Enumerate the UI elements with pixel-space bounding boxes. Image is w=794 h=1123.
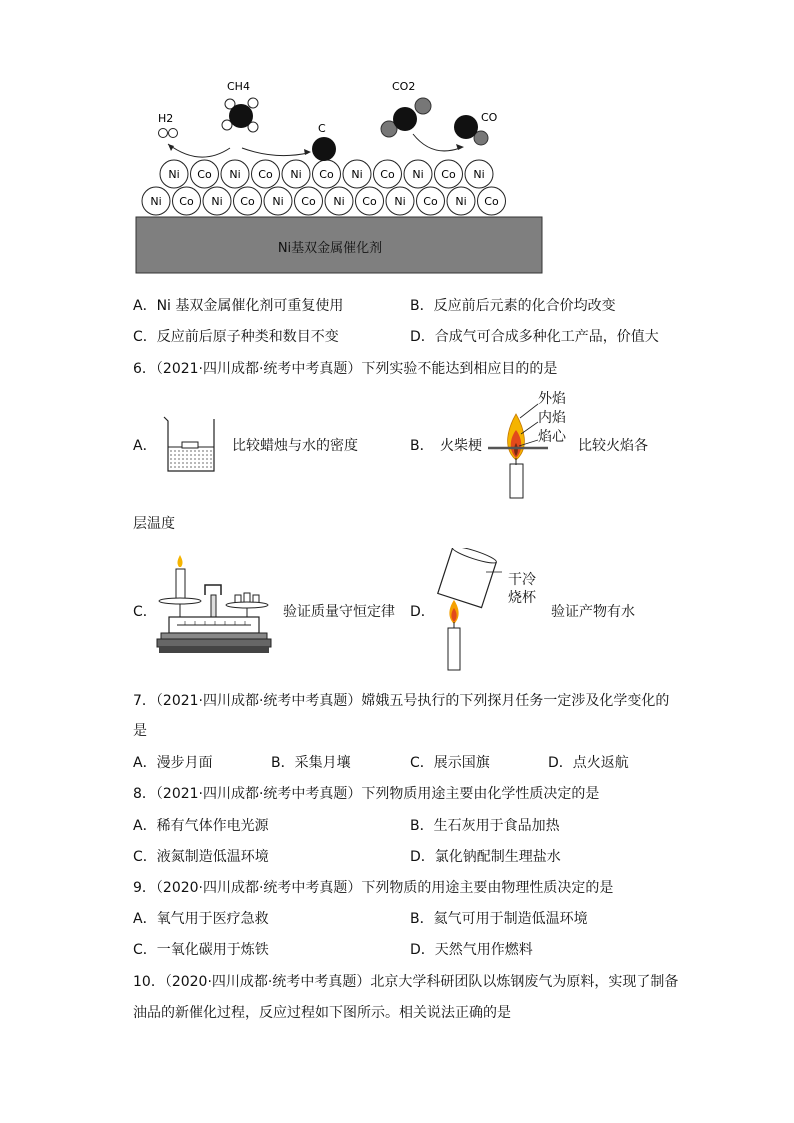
co-label: CO xyxy=(481,111,498,124)
q8-option-a[interactable]: A．稀有气体作电光源 xyxy=(133,818,269,834)
ch4-label: CH4 xyxy=(227,80,250,93)
q5-option-a[interactable]: A．Ni 基双金属催化剂可重复使用 xyxy=(133,298,344,314)
q10-stem-cont: 油品的新催化过程，反应过程如下图所示。相关说法正确的是 xyxy=(133,1005,511,1021)
q5-option-b[interactable]: B．反应前后元素的化合价均改变 xyxy=(410,298,616,314)
catalyst-reaction-diagram xyxy=(130,76,550,281)
metal-atom-label: Co xyxy=(484,195,499,208)
q7-stem-cont: 是 xyxy=(133,723,147,739)
q7-stem: 7．（2021·四川成都·统考中考真题）嫦娥五号执行的下列探月任务一定涉及化学变化的 xyxy=(133,693,670,709)
q9-stem: 9．（2020·四川成都·统考中考真题）下列物质的用途主要由物理性质决定的是 xyxy=(133,880,614,896)
metal-atom-label: Co xyxy=(380,168,395,181)
q8-option-d[interactable]: D．氯化钠配制生理盐水 xyxy=(410,849,561,865)
c-label: C xyxy=(318,122,326,135)
q10-stem: 10．（2020·四川成都·统考中考真题）北京大学科研团队以炼钢废气为原料，实现了制备 xyxy=(133,974,679,990)
oxygen-atom xyxy=(415,98,431,114)
metal-atom-label: Co xyxy=(319,168,334,181)
q6-option-a-label[interactable]: A． xyxy=(133,438,157,454)
metal-atom-label: Ni xyxy=(272,195,284,208)
q6-option-c-text: 验证质量守恒定律 xyxy=(283,604,395,620)
h-atom xyxy=(159,129,168,138)
metal-atom-label: Ni xyxy=(412,168,424,181)
q8-option-c[interactable]: C．液氮制造低温环境 xyxy=(133,849,269,865)
q7-option-c[interactable]: C．展示国旗 xyxy=(410,755,490,771)
metal-atom-label: Co xyxy=(240,195,255,208)
carbon-atom xyxy=(229,104,253,128)
arrow-to-co xyxy=(413,134,460,151)
q7-option-d[interactable]: D．点火返航 xyxy=(548,755,629,771)
metal-atom-label: Ni xyxy=(168,168,180,181)
q6-option-b-label[interactable]: B． xyxy=(410,438,434,454)
metal-atom-label: Co xyxy=(441,168,456,181)
metal-atom-label: Co xyxy=(301,195,316,208)
h-atom xyxy=(169,129,178,138)
catalyst-base-label: Ni基双金属催化剂 xyxy=(277,241,383,256)
q5-option-c[interactable]: C．反应前后原子种类和数目不变 xyxy=(133,329,339,345)
metal-atom-label: Co xyxy=(258,168,273,181)
q7-option-b[interactable]: B．采集月壤 xyxy=(271,755,351,771)
beaker-label-line2: 烧杯 xyxy=(508,590,536,606)
metal-atom-label: Ni xyxy=(150,195,162,208)
carbon-atom xyxy=(312,137,336,161)
metal-atom-label: Ni xyxy=(455,195,467,208)
q9-option-b[interactable]: B．氦气可用于制造低温环境 xyxy=(410,911,588,927)
beaker-wax-water-icon xyxy=(160,413,220,475)
carbon-atom xyxy=(393,107,417,131)
h2-label: H2 xyxy=(158,112,174,125)
flame-inner-label: 内焰 xyxy=(538,410,566,426)
q6-stem: 6．（2021·四川成都·统考中考真题）下列实验不能达到相应目的的是 xyxy=(133,361,558,377)
q9-option-a[interactable]: A．氧气用于医疗急救 xyxy=(133,911,269,927)
metal-atom-label: Ni xyxy=(394,195,406,208)
beaker-label-line1: 干冷 xyxy=(508,572,536,588)
co2-label: CO2 xyxy=(392,80,416,93)
balance-candle-icon xyxy=(155,555,273,661)
metal-atom-label: Co xyxy=(423,195,438,208)
q6-option-b-text: 比较火焰各 xyxy=(578,438,648,454)
flame-core-label: 焰心 xyxy=(538,429,566,445)
q6-option-d-text: 验证产物有水 xyxy=(551,604,635,620)
q9-option-c[interactable]: C．一氧化碳用于炼铁 xyxy=(133,942,269,958)
q6-option-c-label[interactable]: C． xyxy=(133,604,157,620)
atom-row-bottom xyxy=(142,187,506,215)
atom-row-top xyxy=(160,160,493,188)
metal-atom-label: Co xyxy=(362,195,377,208)
metal-atom-label: Co xyxy=(197,168,212,181)
q6-option-b-matchstick: 火柴梗 xyxy=(440,438,482,454)
metal-atom-label: Ni xyxy=(351,168,363,181)
carbon-atom xyxy=(454,115,478,139)
q8-stem: 8．（2021·四川成都·统考中考真题）下列物质用途主要由化学性质决定的是 xyxy=(133,786,600,802)
q7-option-a[interactable]: A．漫步月面 xyxy=(133,755,213,771)
metal-atom-label: Ni xyxy=(333,195,345,208)
metal-atom-label: Co xyxy=(179,195,194,208)
inverted-beaker-candle-icon xyxy=(428,548,508,672)
metal-atom-label: Ni xyxy=(229,168,241,181)
q5-option-d[interactable]: D．合成气可合成多种化工产品，价值大 xyxy=(410,329,659,345)
metal-atom-label: Ni xyxy=(211,195,223,208)
arrow-to-c xyxy=(242,148,308,156)
q6-option-d-label[interactable]: D． xyxy=(410,604,435,620)
q8-option-b[interactable]: B．生石灰用于食品加热 xyxy=(410,818,560,834)
arrow-to-h2 xyxy=(168,144,230,157)
q9-option-d[interactable]: D．天然气用作燃料 xyxy=(410,942,533,958)
metal-atom-label: Ni xyxy=(473,168,485,181)
h-atom xyxy=(248,98,258,108)
q6-option-b-text-cont: 层温度 xyxy=(133,516,175,532)
flame-outer-label: 外焰 xyxy=(538,391,566,407)
metal-atom-label: Ni xyxy=(290,168,302,181)
q6-option-a-text: 比较蜡烛与水的密度 xyxy=(232,438,358,454)
